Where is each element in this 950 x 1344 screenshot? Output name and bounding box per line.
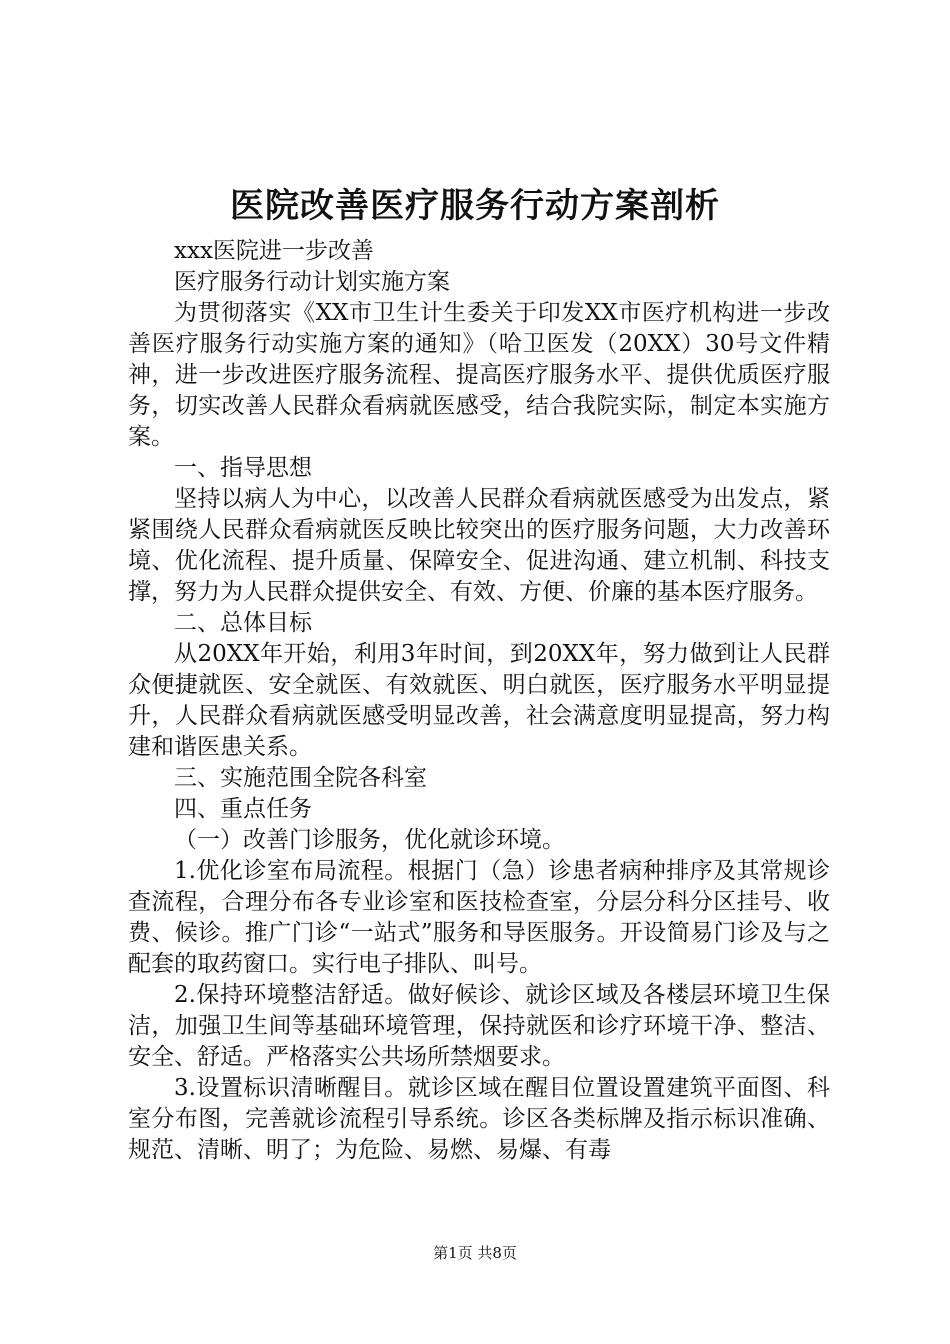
paragraph: 2.保持环境整洁舒适。做好候诊、就诊区域及各楼层环境卫生保洁，加强卫生间等基础环境管理，保持就医和诊疗环境干净、整洁、安全、舒适。严格落实公共场所禁烟要求。 — [128, 982, 830, 1070]
paragraph: xxx医院进一步改善 — [174, 238, 374, 264]
section-heading: 二、总体目标 — [174, 610, 312, 636]
page-footer: 第1页 共8页 — [433, 1244, 517, 1262]
paragraph: 坚持以病人为中心，以改善人民群众看病就医感受为出发点，紧紧围绕人民群众看病就医反映比较突出的医疗服务问题，大力改善环境、优化流程、提升质量、保障安全、促进沟通、建立机制、科技支撑，努力为人民群众提供安全、有效、方便、价廉的基本医疗服务。 — [128, 486, 830, 605]
paragraph: 3.设置标识清晰醒目。就诊区域在醒目位置设置建筑平面图、科室分布图，完善就诊流程引导系统。诊区各类标牌及指示标识准确、规范、清晰、明了；为危险、易燃、易爆、有毒 — [128, 1075, 830, 1163]
paragraph: 为贯彻落实《XX市卫生计生委关于印发XX市医疗机构进一步改善医疗服务行动实施方案的通知》（哈卫医发（20XX）30号文件精神，进一步改进医疗服务流程、提高医疗服务水平、提供优质医疗服务，切实改善人民群众看病就医感受，结合我院实际，制定本实施方案。 — [128, 300, 830, 450]
paragraph: 医疗服务行动计划实施方案 — [174, 269, 450, 295]
section-heading: 三、实施范围全院各科室 — [174, 765, 427, 791]
paragraph: 1.优化诊室布局流程。根据门（急）诊患者病种排序及其常规诊查流程，合理分布各专业诊室和医技检查室，分层分科分区挂号、收费、候诊。推广门诊“一站式”服务和导医服务。开设简易门诊及与之配套的取药窗口。实行电子排队、叫号。 — [128, 858, 830, 977]
paragraph: 从20XX年开始，利用3年时间，到20XX年，努力做到让人民群众便捷就医、安全就医、有效就医、明白就医，医疗服务水平明显提升，人民群众看病就医感受明显改善，社会满意度明显提高，努力构建和谐医患关系。 — [128, 641, 830, 760]
section-heading: 四、重点任务 — [174, 796, 312, 822]
subsection-heading: （一）改善门诊服务，优化就诊环境。 — [174, 827, 565, 853]
section-heading: 一、指导思想 — [174, 455, 312, 481]
document-body — [128, 236, 830, 1166]
document-title: 医院改善医疗服务行动方案剖析 — [230, 186, 720, 226]
